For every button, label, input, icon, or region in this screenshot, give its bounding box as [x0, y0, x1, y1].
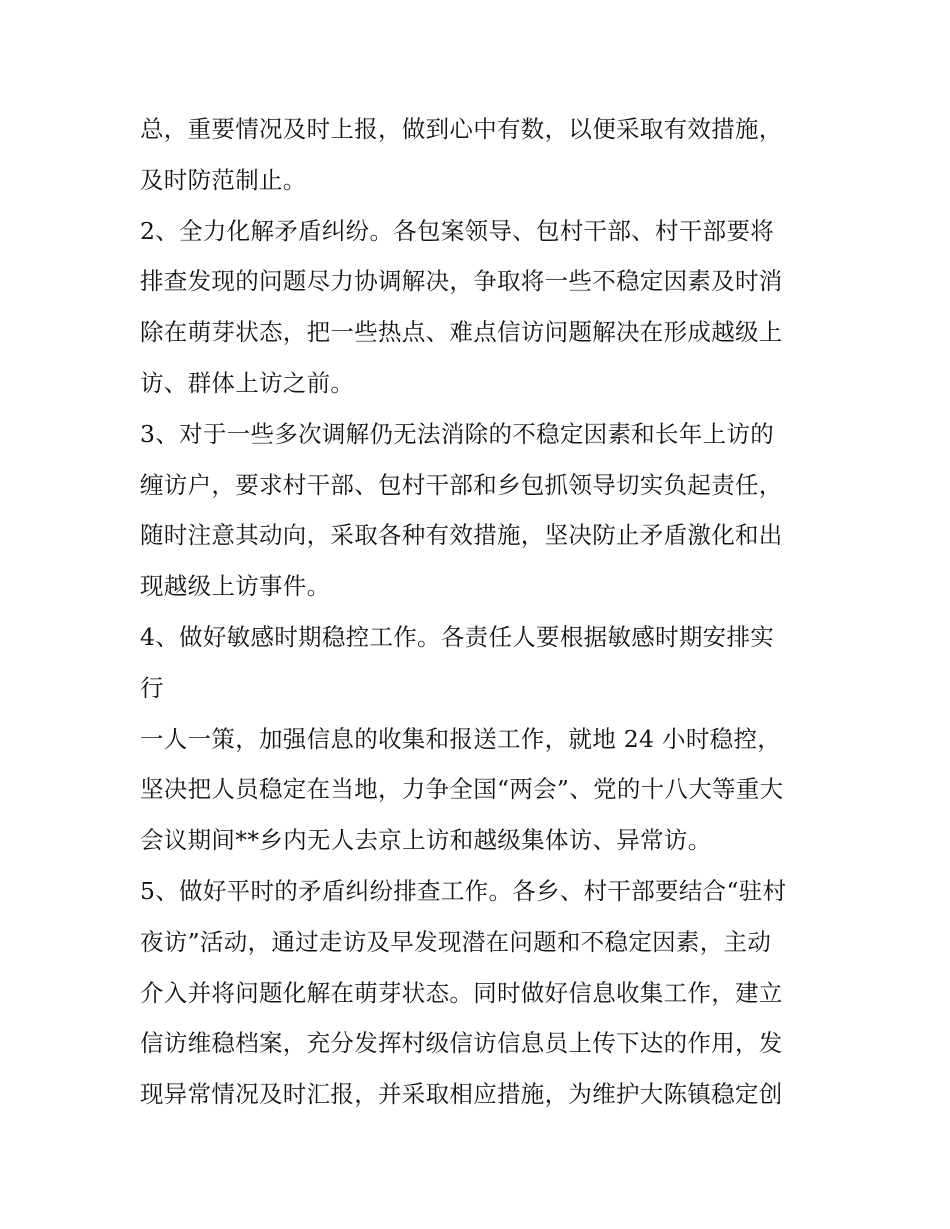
text-line: 排查发现的问题尽力协调解决，争取将一些不稳定因素及时消	[140, 267, 783, 296]
text-line: 现越级上访事件。	[140, 572, 331, 601]
text-line: 随时注意其动向，采取各种有效措施，坚决防止矛盾激化和出	[140, 521, 783, 550]
text-line: 行	[140, 673, 164, 702]
text-line: 除在萌芽状态，把一些热点、难点信访问题解决在形成越级上	[140, 318, 783, 347]
text-line: 坚决把人员稳定在当地，力争全国“两会”、党的十八大等重大	[140, 775, 784, 804]
text-line: 夜访”活动，通过走访及早发现潜在问题和不稳定因素，主动	[140, 927, 772, 956]
text-line: 缠访户，要求村干部、包村干部和乡包抓领导切实负起责任，	[140, 470, 783, 499]
text-line: 会议期间**乡内无人去京上访和越级集体访、异常访。	[140, 826, 712, 855]
text-line: 介入并将问题化解在萌芽状态。同时做好信息收集工作，建立	[140, 978, 783, 1007]
text-line: 及时防范制止。	[140, 165, 307, 194]
text-line: 访、群体上访之前。	[140, 368, 355, 397]
text-line: 现异常情况及时汇报，并采取相应措施，为维护大陈镇稳定创	[140, 1080, 783, 1109]
text-line: 4、做好敏感时期稳控工作。各责任人要根据敏感时期安排实	[140, 622, 775, 651]
text-line: 5、做好平时的矛盾纠纷排查工作。各乡、村干部要结合“驻村	[140, 876, 787, 905]
text-line: 信访维稳档案，充分发挥村级信访信息员上传下达的作用，发	[140, 1029, 783, 1058]
text-line: 总，重要情况及时上报，做到心中有数，以便采取有效措施，	[140, 115, 783, 143]
text-line: 3、对于一些多次调解仍无法消除的不稳定因素和长年上访的	[140, 419, 775, 448]
document-body	[140, 104, 820, 1120]
text-line: 2、全力化解矛盾纠纷。各包案领导、包村干部、村干部要将	[140, 216, 775, 245]
text-line: 一人一策，加强信息的收集和报送工作，就地 24 小时稳控，	[140, 724, 782, 753]
